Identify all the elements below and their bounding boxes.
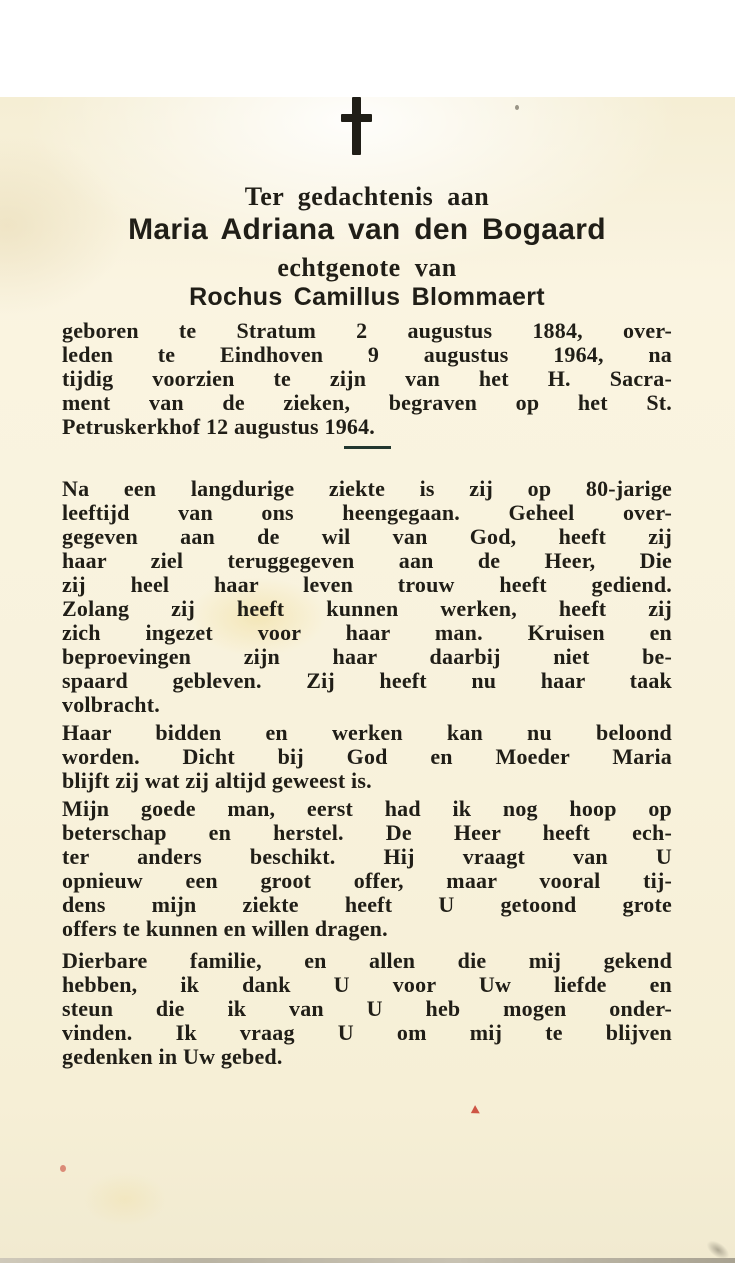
red-ink-dot — [60, 1165, 66, 1172]
text-line: offers te kunnen en willen dragen. — [62, 916, 388, 941]
text-line: zich ingezet voor haar man. Kruisen en — [62, 620, 672, 645]
text-line: worden. Dicht bij God en Moeder Maria — [62, 744, 672, 769]
text-line: zij heel haar leven trouw heeft gediend. — [62, 572, 672, 597]
text-line: haar ziel teruggegeven aan de Heer, Die — [62, 548, 672, 573]
text-line: Petruskerkhof 12 augustus 1964. — [62, 414, 376, 439]
paper-speck — [515, 105, 519, 110]
spouse-name: Rochus Camillus Blommaert — [189, 283, 545, 311]
text-line: beproevingen zijn haar daarbij niet be- — [62, 644, 672, 669]
paragraph-vitals — [62, 319, 672, 439]
text-line: tijdig voorzien te zijn van het H. Sacra- — [62, 366, 672, 391]
text-line: Dierbare familie, en allen die mij gekend — [62, 948, 672, 973]
latin-cross-icon — [339, 97, 373, 155]
text-line: Zolang zij heeft kunnen werken, heeft zij — [62, 596, 672, 621]
text-line: geboren te Stratum 2 augustus 1884, over- — [62, 318, 672, 343]
text-line: leden te Eindhoven 9 augustus 1964, na — [62, 342, 672, 367]
red-ink-speck — [471, 1105, 482, 1117]
scan-bottom-edge — [0, 1258, 735, 1263]
text-line: ment van de zieken, begraven op het St. — [62, 390, 672, 415]
text-line: spaard gebleven. Zij heeft nu haar taak — [62, 668, 672, 693]
memorial-text — [62, 319, 672, 1069]
text-line: vinden. Ik vraag U om mij te blijven — [62, 1020, 672, 1045]
memorial-card-page — [0, 97, 735, 1263]
paragraph-reward — [62, 721, 672, 793]
section-divider — [344, 446, 391, 449]
text-line: ter anders beschikt. Hij vraagt van U — [62, 844, 672, 869]
text-line: beterschap en herstel. De Heer heeft ech- — [62, 820, 672, 845]
text-line: gegeven aan de wil van God, heeft zij — [62, 524, 672, 549]
text-line: opnieuw een groot offer, maar vooral tij- — [62, 868, 672, 893]
cross-container — [62, 97, 672, 155]
paragraph-life — [62, 477, 672, 717]
text-line: Na een langdurige ziekte is zij op 80-jarige — [62, 476, 672, 501]
text-line: gedenken in Uw gebed. — [62, 1044, 283, 1069]
text-line: leeftijd van ons heengegaan. Geheel over- — [62, 500, 672, 525]
text-line: dens mijn ziekte heeft U getoond grote — [62, 892, 672, 917]
relation-line: echtgenote van — [277, 253, 457, 282]
text-line: Mijn goede man, eerst had ik nog hoop op — [62, 796, 672, 821]
text-line: steun die ik van U heb mogen onder- — [62, 996, 672, 1021]
text-line: hebben, ik dank U voor Uw liefde en — [62, 972, 672, 997]
text-line: blijft zij wat zij altijd geweest is. — [62, 768, 372, 793]
text-line: volbracht. — [62, 692, 160, 717]
paragraph-husband — [62, 797, 672, 941]
dedication-line: Ter gedachtenis aan — [244, 182, 490, 211]
paragraph-family — [62, 949, 672, 1069]
text-line: Haar bidden en werken kan nu beloond — [62, 720, 672, 745]
deceased-name: Maria Adriana van den Bogaard — [128, 213, 606, 246]
